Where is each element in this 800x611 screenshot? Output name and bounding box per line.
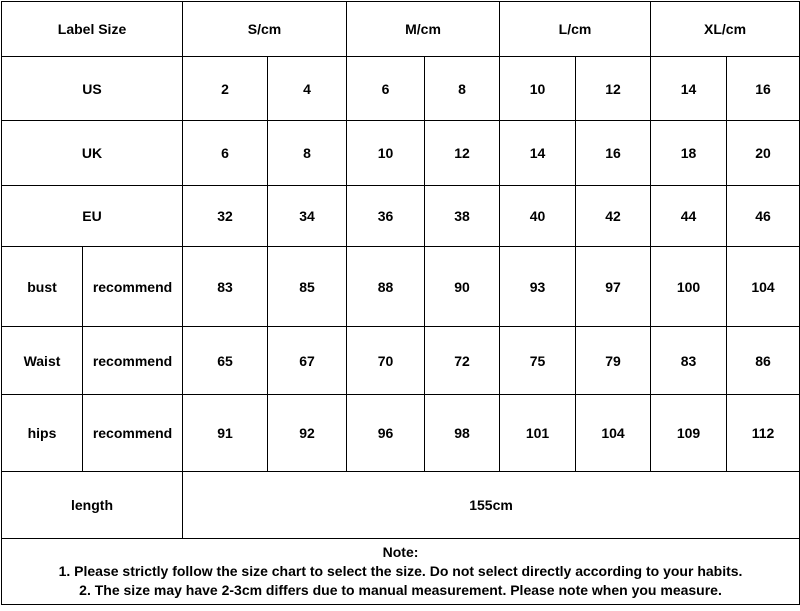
table-cell: 10 <box>500 57 576 121</box>
label-size-header: Label Size <box>2 2 183 57</box>
table-row-bust <box>2 247 800 327</box>
table-cell: 8 <box>268 121 347 186</box>
row-label-waist: Waist <box>2 327 83 395</box>
table-cell: 104 <box>727 247 800 327</box>
size-header-m: M/cm <box>347 2 500 57</box>
table-cell: 42 <box>576 186 651 247</box>
table-cell: 10 <box>347 121 425 186</box>
table-cell: 98 <box>425 395 500 472</box>
length-value: 155cm <box>183 472 800 539</box>
row-label-eu: EU <box>2 186 183 247</box>
table-cell: 2 <box>183 57 268 121</box>
table-cell: 101 <box>500 395 576 472</box>
size-chart-table <box>1 1 800 605</box>
table-cell: 70 <box>347 327 425 395</box>
table-cell: 18 <box>651 121 727 186</box>
table-cell: 46 <box>727 186 800 247</box>
row-sublabel-recommend: recommend <box>83 247 183 327</box>
table-cell: 67 <box>268 327 347 395</box>
table-cell: 72 <box>425 327 500 395</box>
table-cell: 96 <box>347 395 425 472</box>
note-row <box>2 539 800 605</box>
table-cell: 88 <box>347 247 425 327</box>
table-cell: 97 <box>576 247 651 327</box>
table-cell: 14 <box>651 57 727 121</box>
table-cell: 90 <box>425 247 500 327</box>
table-cell: 100 <box>651 247 727 327</box>
table-row-uk <box>2 121 800 186</box>
row-sublabel-recommend: recommend <box>83 395 183 472</box>
table-cell: 93 <box>500 247 576 327</box>
table-cell: 40 <box>500 186 576 247</box>
table-cell: 65 <box>183 327 268 395</box>
row-label-uk: UK <box>2 121 183 186</box>
table-cell: 85 <box>268 247 347 327</box>
table-cell: 4 <box>268 57 347 121</box>
table-cell: 79 <box>576 327 651 395</box>
table-cell: 44 <box>651 186 727 247</box>
table-cell: 16 <box>576 121 651 186</box>
table-cell: 36 <box>347 186 425 247</box>
table-cell: 20 <box>727 121 800 186</box>
table-cell: 6 <box>347 57 425 121</box>
table-cell: 14 <box>500 121 576 186</box>
table-row-us <box>2 57 800 121</box>
table-cell: 109 <box>651 395 727 472</box>
size-header-l: L/cm <box>500 2 651 57</box>
table-row-hips <box>2 395 800 472</box>
row-sublabel-recommend: recommend <box>83 327 183 395</box>
note-line-2: 2. The size may have 2-3cm differs due to manual measurement. Please note when you measure. <box>79 582 722 598</box>
note-title: Note: <box>382 544 419 560</box>
table-cell: 16 <box>727 57 800 121</box>
table-cell: 12 <box>425 121 500 186</box>
table-row-waist <box>2 327 800 395</box>
table-cell: 112 <box>727 395 800 472</box>
table-cell: 83 <box>651 327 727 395</box>
table-cell: 86 <box>727 327 800 395</box>
table-cell: 32 <box>183 186 268 247</box>
table-cell: 83 <box>183 247 268 327</box>
header-row <box>2 2 800 57</box>
row-label-us: US <box>2 57 183 121</box>
size-header-xl: XL/cm <box>651 2 800 57</box>
note-block <box>2 539 800 605</box>
table-cell: 104 <box>576 395 651 472</box>
row-label-length: length <box>2 472 183 539</box>
row-label-bust: bust <box>2 247 83 327</box>
row-label-hips: hips <box>2 395 83 472</box>
table-cell: 38 <box>425 186 500 247</box>
table-cell: 75 <box>500 327 576 395</box>
table-cell: 6 <box>183 121 268 186</box>
table-cell: 34 <box>268 186 347 247</box>
table-cell: 12 <box>576 57 651 121</box>
table-row-eu <box>2 186 800 247</box>
size-header-s: S/cm <box>183 2 347 57</box>
table-cell: 92 <box>268 395 347 472</box>
table-cell: 91 <box>183 395 268 472</box>
table-row-length <box>2 472 800 539</box>
note-line-1: 1. Please strictly follow the size chart to select the size. Do not select directly according to your habits. <box>58 563 743 579</box>
table-cell: 8 <box>425 57 500 121</box>
